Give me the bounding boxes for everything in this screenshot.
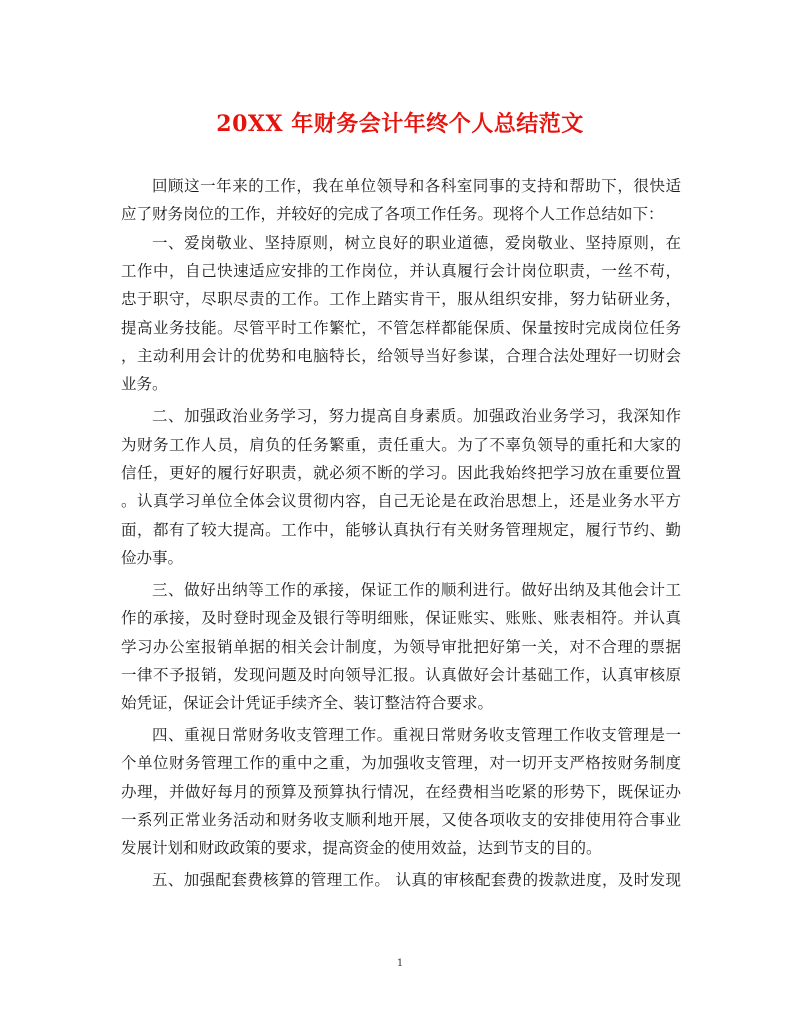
text-line: 。认真学习单位全体会议贯彻内容，自己无论是在政治思想上，还是业务水平方 [121,492,681,511]
text-line: 信任，更好的履行好职责，就必须不断的学习。因此我始终把学习放在重要位置 [121,463,681,482]
document-body [121,172,681,895]
text-line: 面，都有了较大提高。工作中，能够认真执行有关财务管理规定，履行节约、勤 [121,520,681,539]
text-line: 始凭证，保证会计凭证手续齐全、装订整洁符合要求。 [121,694,494,713]
text-line: 个单位财务管理工作的重中之重，为加强收支管理，对一切开支严格按财务制度 [121,754,681,773]
paragraph-section-1 [121,229,681,399]
text-line: 回顾这一年来的工作，我在单位领导和各科室同事的支持和帮助下，很快适 [152,177,681,195]
paragraph-section-3 [121,576,681,718]
text-line: 二、加强政治业务学习，努力提高自身素质。加强政治业务学习，我深知作 [152,407,681,426]
text-line: 业务。 [121,375,168,394]
text-line: 五、加强配套费核算的管理工作。 认真的审核配套费的拨款进度，及时发现 [152,871,681,890]
paragraph-intro [121,172,681,229]
text-line: 发展计划和财政政策的要求，提高资金的使用效益，达到节支的目的。 [121,839,602,858]
paragraph-section-5 [121,866,681,894]
text-line: 四、重视日常财务收支管理工作。重视日常财务收支管理工作收支管理是一 [152,726,681,745]
text-line: 办理，并做好每月的预算及预算执行情况，在经费相当吃紧的形势下，既保证办 [121,782,681,801]
text-line: 作的承接，及时登时现金及银行等明细账，保证账实、账账、账表相符。并认真 [121,609,681,628]
text-line: 一、爱岗敬业、坚持原则，树立良好的职业道德，爱岗敬业、坚持原则，在 [152,233,681,252]
document-title: 20XX 年财务会计年终个人总结范文 [216,111,584,137]
text-line: 为财务工作人员，肩负的任务繁重，责任重大。为了不辜负领导的重托和大家的 [121,435,681,454]
text-line: 提高业务技能。尽管平时工作繁忙，不管怎样都能保质、保量按时完成岗位任务 [121,318,681,337]
text-line: 三、做好出纳等工作的承接，保证工作的顺利进行。做好出纳及其他会计工 [152,580,681,599]
text-line: 应了财务岗位的工作，并较好的完成了各项工作任务。现将个人工作总结如下： [121,205,664,224]
text-line: 工作中，自己快速适应安排的工作岗位，并认真履行会计岗位职责，一丝不苟， [121,262,681,281]
text-line: 忠于职守，尽职尽责的工作。工作上踏实肯干，服从组织安排，努力钻研业务， [121,290,681,309]
page-number: 1 [396,958,404,969]
paragraph-section-2 [121,402,681,572]
text-line: 一律不予报销，发现问题及时向领导汇报。认真做好会计基础工作，认真审核原 [121,665,681,684]
paragraph-section-4 [121,721,681,863]
text-line: 俭办事。 [121,548,184,567]
text-line: ，主动利用会计的优势和电脑特长，给领导当好参谋，合理合法处理好一切财会 [121,347,681,366]
text-line: 一系列正常业务活动和财务收支顺利地开展，又使各项收支的安排使用符合事业 [121,811,681,830]
text-line: 学习办公室报销单据的相关会计制度，为领导审批把好第一关，对不合理的票据 [121,637,681,656]
